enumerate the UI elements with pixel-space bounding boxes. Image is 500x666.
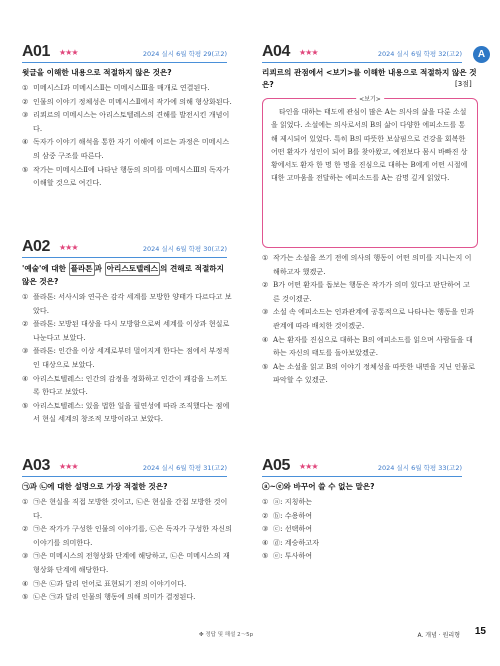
option-number: ② [262, 510, 269, 520]
option-text: 독자가 이야기 해석을 통한 자기 이해에 이르는 과정은 미메시스의 삼중 구조를 따른다. [33, 137, 230, 160]
term-box-plato: 플라톤 [69, 262, 95, 276]
question-text: 윗글을 이해한 내용으로 적절하지 않은 것은? [22, 68, 172, 77]
option-list-a05 [262, 495, 476, 563]
option-number: ③ [262, 307, 269, 317]
option-text: A는 환자를 진심으로 대하는 B의 에피소드를 읽으며 사람들을 대하는 자신의 태도를 돌아보았겠군. [273, 334, 473, 358]
answer-option[interactable] [262, 305, 476, 332]
option-text: 미메시스Ⅰ과 미메시스Ⅱ는 미메시스Ⅲ을 매개로 연결된다. [33, 83, 210, 92]
answer-option[interactable] [262, 522, 476, 536]
option-text: ⓑ: 수용하여 [273, 510, 313, 520]
answer-option[interactable] [22, 399, 232, 426]
answer-option[interactable] [262, 333, 476, 360]
option-list-a03 [22, 495, 232, 604]
option-list-a02 [22, 290, 232, 426]
section-tab-a: A [473, 46, 490, 63]
difficulty-stars: ★★★ [299, 462, 318, 471]
option-text: ㉡은 ㉠과 달리 인물의 행동에 의해 의미가 결정된다. [33, 592, 196, 602]
answer-option[interactable] [22, 372, 232, 399]
option-text: ㉠은 작가가 구성한 인물의 이야기를, ㉡은 독자가 구성한 자신의 이야기를 의미한다. [33, 524, 232, 547]
answer-option[interactable] [22, 290, 232, 317]
answer-option[interactable] [262, 251, 476, 278]
points-label: [3점] [455, 80, 472, 88]
option-text: 아리스토텔레스: 인간의 감정을 정화하고 인간이 쾌감을 느끼도록 한다고 보았다. [33, 373, 228, 397]
answer-option[interactable] [22, 317, 232, 344]
section-label: A. 개념 · 원리형 [417, 632, 460, 639]
option-number: ⑤ [262, 361, 269, 371]
example-box [262, 98, 478, 248]
option-number: ④ [22, 578, 29, 588]
difficulty-stars: ★★★ [299, 48, 318, 57]
answer-option[interactable] [22, 163, 232, 190]
option-text: 작가는 미메시스Ⅱ에 나타난 행동의 의미를 미메시스Ⅲ의 독자가 이해할 것으로 여긴다. [33, 164, 230, 188]
option-number: ④ [262, 334, 269, 344]
option-text: ⓒ: 선택하여 [273, 524, 313, 534]
option-text: ㉠은 ㉡과 달리 언어로 표현되기 전의 이야기이다. [33, 578, 187, 588]
answer-option[interactable] [262, 278, 476, 305]
example-box-label: <보기> [356, 94, 384, 103]
option-number: ③ [22, 110, 29, 120]
option-number: ① [262, 497, 269, 506]
option-number: ⑤ [262, 551, 269, 561]
question-source: 2024 실시 6월 학평 29(고2) [142, 50, 227, 58]
difficulty-stars: ★★★ [59, 243, 78, 252]
question-source: 2024 실시 6월 학평 31(고2) [142, 464, 227, 472]
answer-reference: ✤ 정답 및 해설 2～5p [199, 632, 254, 638]
difficulty-stars: ★★★ [59, 48, 78, 57]
option-number: ② [22, 96, 29, 106]
option-number: ② [22, 524, 29, 534]
answer-option[interactable] [22, 135, 232, 162]
option-text: A는 소설을 읽고 B의 이야기 정체성을 따뜻한 내면을 지닌 인물로 파악할 수 있겠군. [273, 361, 475, 385]
option-number: ① [262, 253, 269, 262]
option-number: ④ [22, 137, 29, 147]
option-text: ㉠은 현실을 직접 모방한 것이고, ㉡은 현실을 간접 모방한 것이다. [33, 497, 228, 520]
answer-option[interactable] [262, 509, 476, 523]
option-number: ③ [22, 346, 29, 356]
answer-option[interactable] [22, 549, 232, 576]
answer-option[interactable] [22, 495, 232, 522]
question-header-a02 [22, 238, 227, 258]
question-source: 2024 실시 6월 학평 32(고2) [377, 50, 462, 58]
option-number: ⑤ [22, 164, 29, 174]
option-text: 플라톤: 모방된 대상을 다시 모방함으로써 세계를 이상과 현실로 나눈다고 보았다. [33, 319, 230, 342]
question-source: 2024 실시 6월 학평 33(고2) [377, 464, 462, 472]
question-text-part: '예술'에 대한 [22, 264, 69, 273]
option-text: 작가는 소설을 쓰기 전에 의사의 행동이 어떤 의미를 지니는지 이해하고자 했겠군. [273, 253, 472, 276]
answer-option[interactable] [262, 536, 476, 550]
option-number: ① [22, 83, 29, 92]
option-text: B가 어떤 환자를 돕보는 행동은 작가가 의미 있다고 판단하여 고른 것이겠군. [273, 280, 470, 303]
option-text: 플라톤: 서사시와 연극은 감각 세계를 모방한 양태가 다르다고 보았다. [33, 292, 232, 315]
question-header-a03 [22, 457, 227, 477]
option-text: 아리스토텔레스: 있을 법한 일을 필연성에 따라 조직했다는 점에서 현실 세계의 창조적 모방이라고 보았다. [33, 400, 230, 424]
answer-option[interactable] [22, 577, 232, 591]
answer-option[interactable] [22, 108, 232, 135]
option-number: ⑤ [22, 400, 29, 410]
option-number: ② [262, 280, 269, 290]
answer-option[interactable] [262, 549, 476, 563]
option-list-a01 [22, 81, 232, 190]
option-number: ① [22, 497, 29, 506]
option-number: ① [22, 292, 29, 301]
option-number: ③ [22, 551, 29, 561]
example-box-text: 타인을 대하는 태도에 관심이 많은 A는 의사의 삶을 다룬 소설을 읽었다. 소설에는 의사로서의 B의 삶이 다양한 에피소드를 통해 제시되어 있었다. 특히 B의 따뜻한 보살핌으로 건강을 회복한 어떤 환자가 성인이 되어 B를 찾아왔고, 예전보다 몸시 바빠진 상황에서도 환자 한 명 한 명을 진심으로 대하는 B에게 어떤 시절에 대한 고마움을 전달하는 에피소드를 A는 감명 깊게 읽었다. [271, 108, 468, 183]
answer-option[interactable] [22, 95, 232, 109]
page-number: 15 [474, 626, 486, 637]
question-text: ⓐ~ⓔ와 바꾸어 쓸 수 없는 말은? [262, 482, 375, 491]
question-source: 2024 실시 6월 학평 30(고2) [142, 245, 227, 253]
term-box-aristotle: 아리스토텔레스 [105, 262, 160, 276]
option-text: ⓐ: 지칭하는 [273, 497, 313, 506]
question-number: A02 [22, 238, 50, 255]
option-text: 리쾨르의 미메시스는 아리스토텔레스의 견해를 발전시킨 개념이다. [33, 110, 230, 133]
option-number: ④ [22, 373, 29, 383]
question-header-a04 [262, 43, 462, 63]
question-header-a01 [22, 43, 227, 63]
option-number: ⑤ [22, 592, 29, 602]
option-list-a04 [262, 251, 476, 387]
answer-option[interactable] [262, 360, 476, 387]
option-text: ⓓ: 계승하고자 [273, 537, 320, 547]
option-number: ④ [262, 537, 269, 547]
question-text: 리쾨르의 관점에서 <보기>를 이해한 내용으로 적절하지 않은 것은? [262, 68, 477, 89]
answer-option[interactable] [22, 81, 232, 95]
difficulty-stars: ★★★ [59, 462, 78, 471]
option-text: ⓔ: 투사하여 [273, 551, 313, 561]
option-text: 인물의 이야기 정체성은 미메시스Ⅱ에서 작가에 의해 형상화된다. [33, 96, 232, 106]
option-number: ② [22, 319, 29, 329]
question-number: A05 [262, 457, 290, 474]
question-text-part: 의 견해로 적절하지 않은 것은? [22, 264, 224, 286]
answer-option[interactable] [22, 590, 232, 604]
answer-option[interactable] [22, 522, 232, 549]
option-text: ㉠은 미메시스의 전형상화 단계에 해당하고, ㉡은 미메시스의 재형상화 단계에 해당한다. [33, 551, 230, 574]
option-number: ③ [262, 524, 269, 534]
question-text: ㉠과 ㉡에 대한 설명으로 가장 적절한 것은? [22, 482, 168, 491]
option-text: 소설 속 에피소드는 인과관계에 공통적으로 나타나는 행동을 인과 관계에 따라 배치한 것이겠군. [273, 307, 474, 330]
option-text: 플라톤: 인간을 이상 세계로부터 멀어지게 한다는 점에서 부정적인 대상으로 보았다. [33, 346, 230, 369]
question-text-part: 과 [94, 264, 105, 273]
answer-option[interactable] [262, 495, 476, 509]
question-header-a05 [262, 457, 462, 477]
question-number: A03 [22, 457, 50, 474]
question-number: A04 [262, 43, 290, 60]
answer-option[interactable] [22, 344, 232, 371]
question-number: A01 [22, 43, 50, 60]
question-text [22, 262, 232, 288]
